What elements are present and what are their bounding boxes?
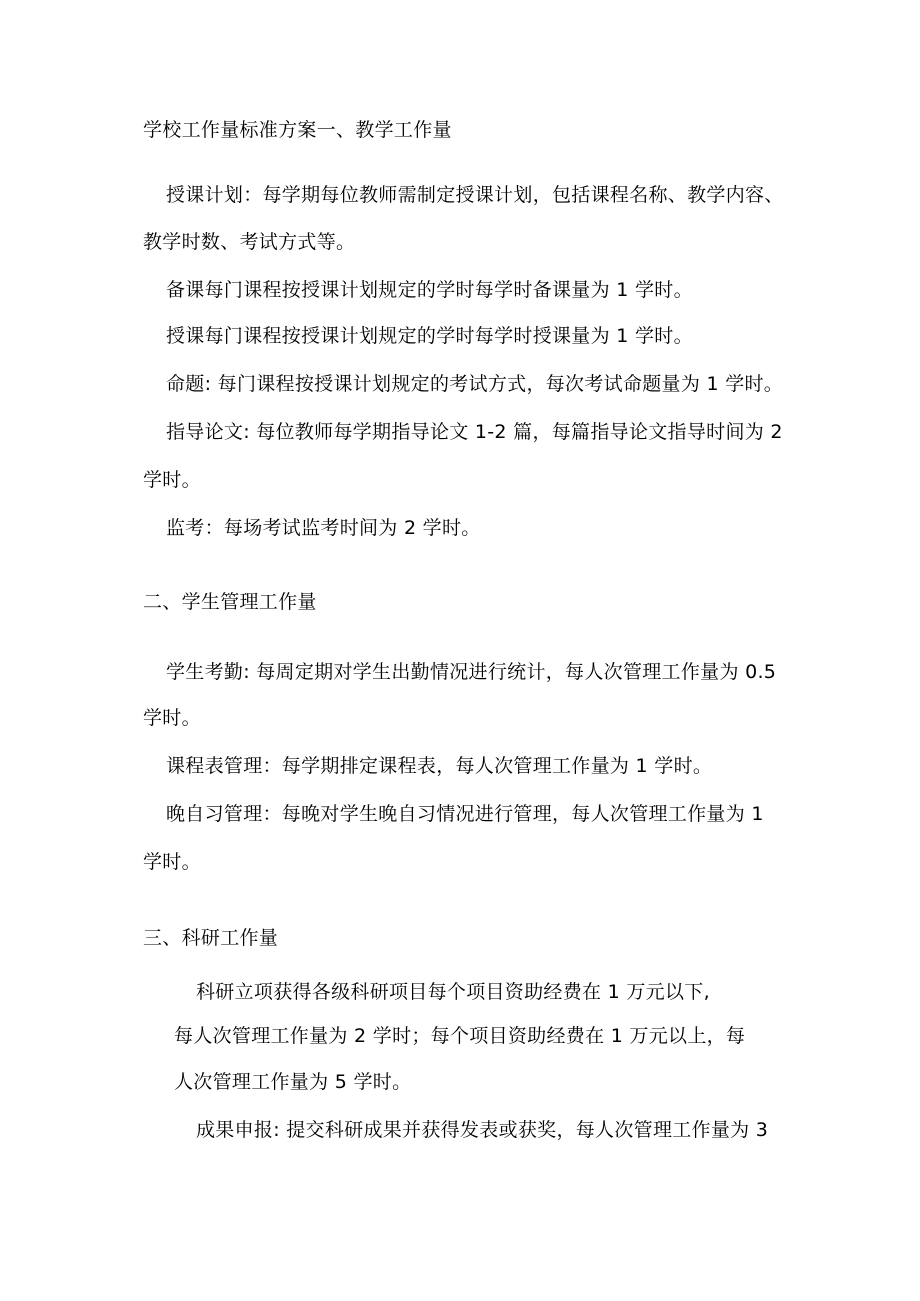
research-project-line3: 人次管理工作量为 5 学时。 (174, 1071, 412, 1093)
research-heading: 三、科研工作量 (143, 927, 279, 949)
document-title: 学校工作量标准方案一、教学工作量 (143, 119, 452, 141)
student-attendance-line2: 学时。 (143, 707, 201, 729)
teaching-prep: 备课每门课程按授课计划规定的学时每学时备课量为 1 学时。 (166, 279, 693, 301)
student-evening-line1: 晚自习管理：每晚对学生晚自习情况进行管理，每人次管理工作量为 1 (166, 803, 764, 825)
teaching-plan-line2: 教学时数、考试方式等。 (143, 231, 356, 253)
student-mgmt-heading: 二、学生管理工作量 (143, 591, 317, 613)
student-evening-line2: 学时。 (143, 851, 201, 873)
teaching-exam-setting: 命题: 每门课程按授课计划规定的考试方式，每次考试命题量为 1 学时。 (166, 373, 784, 395)
teaching-thesis-line2: 学时。 (143, 469, 201, 491)
teaching-proctor: 监考：每场考试监考时间为 2 学时。 (166, 517, 481, 539)
teaching-thesis-line1: 指导论文: 每位教师每学期指导论文 1-2 篇，每篇指导论文指导时间为 2 (166, 421, 783, 443)
research-results-line1: 成果申报: 提交科研成果并获得发表或获奖，每人次管理工作量为 3 (196, 1119, 769, 1141)
student-attendance-line1: 学生考勤: 每周定期对学生出勤情况进行统计，每人次管理工作量为 0.5 (166, 661, 777, 683)
research-project-line1: 科研立项获得各级科研项目每个项目资助经费在 1 万元以下, (196, 981, 710, 1003)
research-project-line2: 每人次管理工作量为 2 学时；每个项目资助经费在 1 万元以上，每 (174, 1025, 746, 1047)
teaching-plan-line1: 授课计划：每学期每位教师需制定授课计划，包括课程名称、教学内容、 (166, 184, 784, 206)
teaching-lecture: 授课每门课程按授课计划规定的学时每学时授课量为 1 学时。 (166, 325, 693, 347)
student-timetable: 课程表管理：每学期排定课程表，每人次管理工作量为 1 学时。 (166, 755, 713, 777)
